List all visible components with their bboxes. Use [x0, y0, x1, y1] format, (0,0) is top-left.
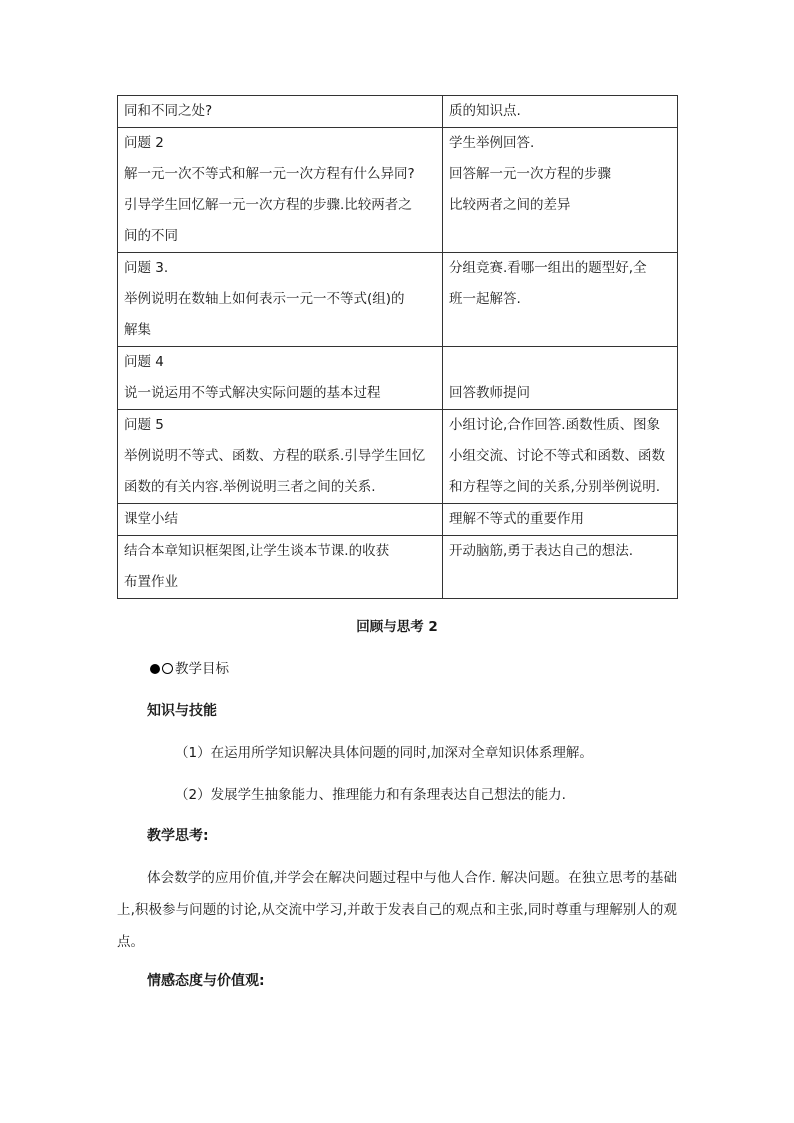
cell-line: 举例说明不等式、函数、方程的联系.引导学生回忆 — [124, 448, 426, 464]
table-cell-student — [443, 504, 678, 536]
cell-line: 引导学生回忆解一元一次方程的步骤.比较两者之 — [124, 197, 412, 213]
cell-line: 解一元一次不等式和解一元一次方程有什么异同? — [124, 166, 415, 182]
section-title: 回顾与思考 2 — [356, 619, 438, 635]
table-cell-student — [443, 128, 678, 253]
table-cell-student — [443, 536, 678, 599]
table-cell-student — [443, 96, 678, 128]
filled-bullet-icon — [150, 664, 160, 674]
cell-line: 问题 3. — [124, 260, 169, 276]
knowledge-item: （1）在运用所学知识解决具体问题的同时,加深对全章知识体系理解。 — [175, 745, 593, 761]
cell-line: 解集 — [124, 322, 151, 338]
cell-line: 举例说明在数轴上如何表示一元一不等式(组)的 — [124, 291, 405, 307]
thinking-paragraph: 体会数学的应用价值,并学会在解决问题过程中与他人合作. 解决问题。在独立思考的基础上,积极参与问题的讨论,从交流中学习,并敢于发表自己的观点和主张,同时尊重与理解别人的观点。 — [117, 870, 677, 950]
hollow-circle-icon — [162, 663, 173, 674]
table-cell-teacher — [118, 253, 443, 347]
cell-line: 小组交流、讨论不等式和函数、函数 — [449, 448, 665, 464]
cell-line: 结合本章知识框架图,让学生谈本节课.的收获 — [124, 543, 390, 559]
table-cell-teacher — [118, 96, 443, 128]
cell-line: 回答教师提问 — [449, 385, 530, 401]
teaching-goal-label: 教学目标 — [175, 661, 229, 677]
cell-line: 质的知识点. — [449, 103, 521, 119]
cell-spacer — [449, 347, 671, 378]
knowledge-heading: 知识与技能 — [147, 703, 217, 719]
cell-line: 回答解一元一次方程的步骤 — [449, 166, 611, 182]
cell-line: 同和不同之处? — [124, 103, 213, 119]
thinking-heading: 教学思考: — [147, 828, 209, 844]
cell-line: 说一说运用不等式解决实际问题的基本过程 — [124, 385, 381, 401]
table-row — [118, 504, 678, 536]
table-cell-student — [443, 347, 678, 410]
cell-line: 比较两者之间的差异 — [449, 197, 571, 213]
cell-line: 和方程等之间的关系,分别举例说明. — [449, 479, 661, 495]
table-row — [118, 536, 678, 599]
cell-line: 理解不等式的重要作用 — [449, 511, 584, 527]
lesson-plan-table — [117, 95, 678, 599]
cell-line: 分组竞赛.看哪一组出的题型好,全 — [449, 260, 647, 276]
table-cell-teacher — [118, 536, 443, 599]
table-row — [118, 347, 678, 410]
table-cell-student — [443, 253, 678, 347]
table-cell-teacher — [118, 128, 443, 253]
table-row — [118, 96, 678, 128]
cell-line: 布置作业 — [124, 574, 178, 590]
cell-line: 间的不同 — [124, 228, 178, 244]
attitude-heading: 情感态度与价值观: — [147, 973, 265, 989]
teaching-goal-line — [150, 657, 229, 681]
table-cell-teacher — [118, 347, 443, 410]
table-row — [118, 410, 678, 504]
cell-line: 课堂小结 — [124, 511, 178, 527]
cell-line: 小组讨论,合作回答.函数性质、图象 — [449, 417, 661, 433]
cell-line: 开动脑筋,勇于表达自己的想法. — [449, 543, 634, 559]
cell-line: 班一起解答. — [449, 291, 521, 307]
knowledge-item: （2）发展学生抽象能力、推理能力和有条理表达自己想法的能力. — [175, 787, 566, 803]
table-cell-student — [443, 410, 678, 504]
table-row — [118, 128, 678, 253]
cell-line: 问题 4 — [124, 354, 164, 370]
table-cell-teacher — [118, 410, 443, 504]
table-cell-teacher — [118, 504, 443, 536]
cell-line: 函数的有关内容.举例说明三者之间的关系. — [124, 479, 376, 495]
cell-line: 学生举例回答. — [449, 135, 535, 151]
table-row — [118, 253, 678, 347]
cell-line: 问题 2 — [124, 135, 164, 151]
cell-line: 问题 5 — [124, 417, 164, 433]
